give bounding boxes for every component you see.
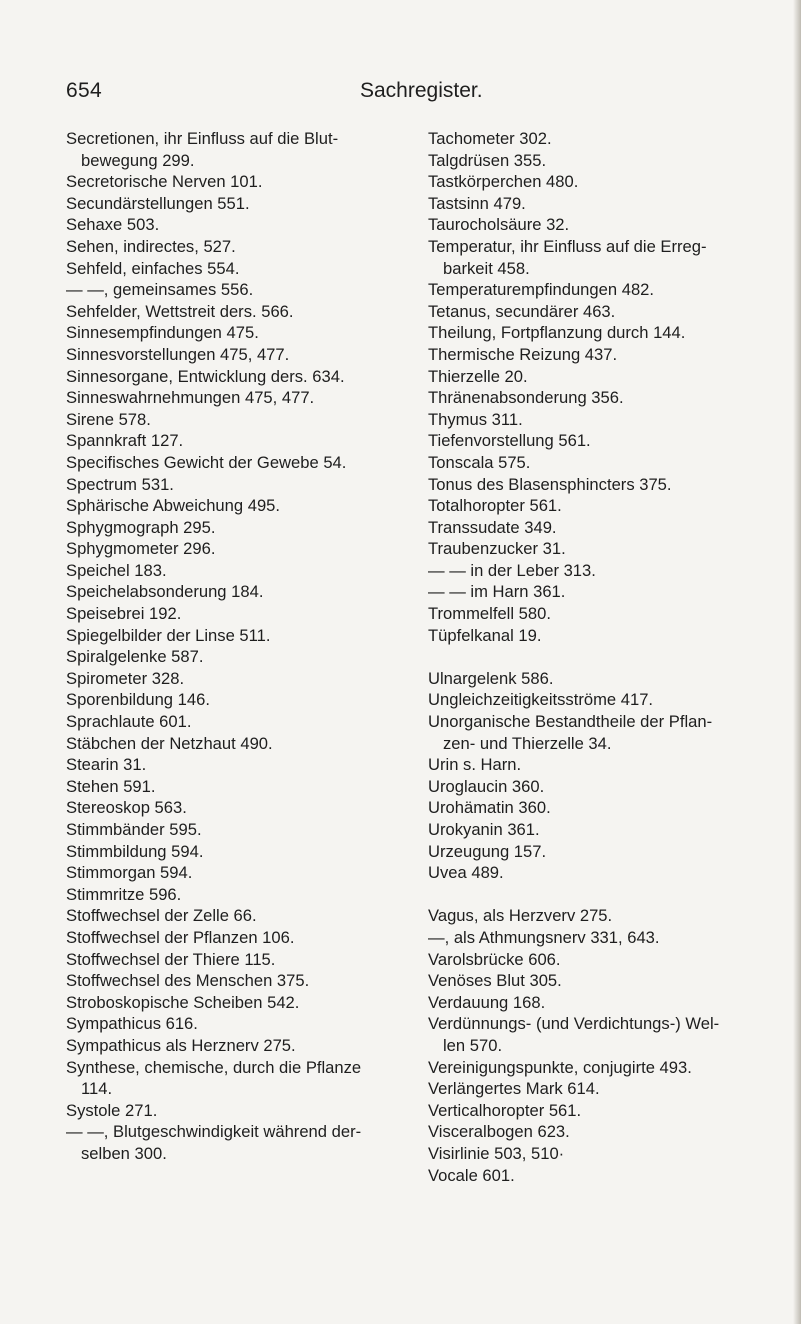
index-entry: Visirlinie 503, 510· <box>428 1143 565 1163</box>
index-entry: Vocale 601. <box>428 1165 515 1185</box>
index-entry: Theilung, Fortpflanzung durch 144. <box>428 323 686 343</box>
index-entry: Sehfelder, Wettstreit ders. 566. <box>66 301 294 321</box>
running-head: Sachregister. <box>360 79 483 102</box>
index-entry: Sinnesorgane, Entwicklung ders. 634. <box>66 366 345 386</box>
index-entry: Sehfeld, einfaches 554. <box>66 258 240 278</box>
index-entry: — — in der Leber 313. <box>428 560 596 580</box>
index-entry: Sirene 578. <box>66 409 151 429</box>
index-entry: Thierzelle 20. <box>428 366 528 386</box>
index-entry: Secundärstellungen 551. <box>66 193 250 213</box>
index-entry: Spannkraft 127. <box>66 431 184 451</box>
index-entry: — —, gemeinsames 556. <box>66 280 254 300</box>
index-entry: Uroglaucin 360. <box>428 776 545 796</box>
index-entry: Speichelabsonderung 184. <box>66 582 264 602</box>
index-entry: Totalhoropter 561. <box>428 496 562 516</box>
index-entry: Sympathicus als Herznerv 275. <box>66 1035 296 1055</box>
index-entry: Thränenabsonderung 356. <box>428 388 624 408</box>
index-entry: Sporenbildung 146. <box>66 690 210 710</box>
index-entry: Sehaxe 503. <box>66 215 160 235</box>
index-entry: Traubenzucker 31. <box>428 539 566 559</box>
index-section-u <box>428 668 790 884</box>
index-entry: — — im Harn 361. <box>428 582 566 602</box>
index-entry: Spiralgelenke 587. <box>66 647 204 667</box>
index-entry: Visceralbogen 623. <box>428 1122 570 1142</box>
index-entry: Stimmorgan 594. <box>66 863 193 883</box>
index-entry: Sinnesvorstellungen 475, 477. <box>66 344 290 364</box>
index-entry: Tonus des Blasensphincters 375. <box>428 474 672 494</box>
index-entry: — —, Blutgeschwindigkeit während der- selben 300. <box>66 1122 362 1163</box>
index-entry: —, als Athmungsnerv 331, 643. <box>428 927 660 947</box>
index-entry: Stoffwechsel der Pflanzen 106. <box>66 927 295 947</box>
index-section-t <box>428 128 790 646</box>
section-gap <box>428 646 790 668</box>
index-entry: Urohämatin 360. <box>428 798 551 818</box>
index-entry: Vagus, als Herzverv 275. <box>428 906 613 926</box>
index-entry: Verticalhoropter 561. <box>428 1100 582 1120</box>
index-entry: Verdünnungs- (und Verdichtungs-) Wel- len 570. <box>428 1014 720 1055</box>
index-entry: Stoffwechsel der Thiere 115. <box>66 949 276 969</box>
index-entry: Talgdrüsen 355. <box>428 150 547 170</box>
index-entry: Sinnesempfindungen 475. <box>66 323 259 343</box>
index-entry: Ulnargelenk 586. <box>428 668 554 688</box>
index-entry: Sehen, indirectes, 527. <box>66 236 236 256</box>
index-entry: Secretionen, ihr Einfluss auf die Blut- bewegung 299. <box>66 129 339 170</box>
index-entry: Speichel 183. <box>66 560 167 580</box>
index-entry: Venöses Blut 305. <box>428 971 562 991</box>
index-entry: Varolsbrücke 606. <box>428 949 561 969</box>
index-entry: Tüpfelkanal 19. <box>428 625 542 645</box>
index-entry: Stereoskop 563. <box>66 798 187 818</box>
index-entry: Sympathicus 616. <box>66 1014 198 1034</box>
index-entry: Tastkörperchen 480. <box>428 172 579 192</box>
index-entry: Temperatur, ihr Einfluss auf die Erreg- barkeit 458. <box>428 236 707 278</box>
index-section-v <box>428 905 790 1186</box>
index-entry: Stimmbildung 594. <box>66 841 204 861</box>
index-entry: Synthese, chemische, durch die Pflanze 114. <box>66 1057 362 1099</box>
page-number: 654 <box>66 79 102 102</box>
index-entry: Urin s. Harn. <box>428 755 522 775</box>
index-entry: Stäbchen der Netzhaut 490. <box>66 733 273 753</box>
index-column-right <box>428 128 790 1186</box>
index-entry: Sphärische Abweichung 495. <box>66 496 281 516</box>
index-entry: Stoffwechsel der Zelle 66. <box>66 906 257 926</box>
index-entry: Speisebrei 192. <box>66 604 182 624</box>
index-entry: Thermische Reizung 437. <box>428 344 618 364</box>
index-entry: Tachometer 302. <box>428 129 552 148</box>
index-entry: Specifisches Gewicht der Gewebe 54. <box>66 452 347 472</box>
index-entry: Stimmritze 596. <box>66 884 182 904</box>
index-entry: Vereinigungspunkte, conjugirte 493. <box>428 1057 692 1077</box>
index-entry: Urokyanin 361. <box>428 820 540 839</box>
index-entry: Tastsinn 479. <box>428 193 526 213</box>
index-entry: Stimmbänder 595. <box>66 820 202 839</box>
index-entry: Stearin 31. <box>66 755 147 775</box>
index-entry: Transsudate 349. <box>428 517 557 537</box>
section-gap <box>428 884 790 906</box>
index-entry: Verdauung 168. <box>428 992 546 1012</box>
index-entry: Tiefenvorstellung 561. <box>428 431 591 451</box>
index-entry: Ungleichzeitigkeitsströme 417. <box>428 690 654 710</box>
index-entry: Unorganische Bestandtheile der Pflan- zen- und Thierzelle 34. <box>428 712 713 753</box>
index-entry: Uvea 489. <box>428 863 504 883</box>
index-entry: Verlängertes Mark 614. <box>428 1079 600 1099</box>
index-entry: Sphygmograph 295. <box>66 517 216 537</box>
index-entry: Tonscala 575. <box>428 452 531 472</box>
index-column-left <box>66 128 406 1165</box>
index-entry: Systole 271. <box>66 1100 158 1120</box>
index-entry: Stehen 591. <box>66 776 156 796</box>
index-entry: Secretorische Nerven 101. <box>66 172 263 192</box>
index-entry: Sinneswahrnehmungen 475, 477. <box>66 388 315 408</box>
index-entry: Temperaturempfindungen 482. <box>428 280 655 300</box>
index-entry: Spiegelbilder der Linse 511. <box>66 625 271 645</box>
index-entry: Tetanus, secundärer 463. <box>428 301 616 321</box>
index-entry: Spectrum 531. <box>66 474 174 494</box>
index-entry: Taurocholsäure 32. <box>428 215 570 235</box>
index-entry: Thymus 311. <box>428 409 523 429</box>
index-entry: Sphygmometer 296. <box>66 539 216 559</box>
index-entry: Urzeugung 157. <box>428 841 547 861</box>
index-entry: Trommelfell 580. <box>428 604 551 624</box>
index-entry: Sprachlaute 601. <box>66 712 192 732</box>
page-edge-shadow <box>793 0 801 1324</box>
index-entry: Spirometer 328. <box>66 668 185 688</box>
index-entry: Stroboskopische Scheiben 542. <box>66 992 300 1012</box>
index-entry: Stoffwechsel des Menschen 375. <box>66 971 310 991</box>
